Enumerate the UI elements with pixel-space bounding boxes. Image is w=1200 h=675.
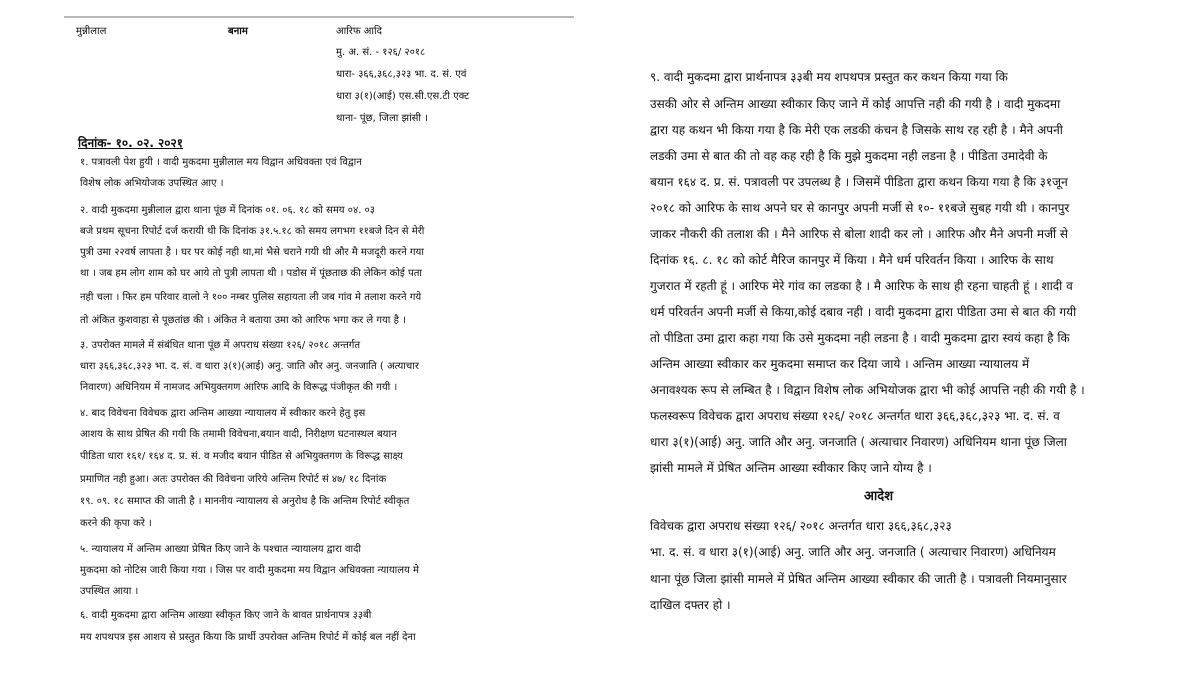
order-line: विवेचक द्वारा अपराध संख्या १२६/ २०१८ अन्तर्गत धारा ३६६,३६८,३२३ <box>650 519 952 533</box>
left-line: पुत्री उमा २२वर्ष लापता है । घर पर कोई नही था,मां भैसे चराने गयी थी और मै मजदूरी करने गया <box>80 247 424 258</box>
left-line: १९. ०९. १८ समाप्त की जाती है । माननीय न्यायालय से अनुरोध है कि अन्तिम रिपोर्ट स्वीकृत <box>80 496 410 507</box>
left-line: था । जब हम लोग शाम को घर आये तो पुत्री लापता थी । पडोस में पूंछताछ की लेकिन कोई पता <box>80 268 422 279</box>
right-line: झांसी मामले में प्रेषित अन्तिम आख्या स्वीकार किए जाने योग्य है । <box>650 461 932 475</box>
left-line: आशय के साथ प्रेषित की गयी कि तमामी विवेचना,बयान वादी, निरीक्षण घटनास्थल बयान <box>80 429 397 440</box>
left-line: मय शपथपत्र इस आशय से प्रस्तुत किया कि प्रार्थी उपरोक्त अन्तिम रिपोर्ट में कोई बल नहीं देना <box>80 632 416 643</box>
left-line: १. पत्रावली पेश हुयी । वादी मुकदमा मुन्नीलाल मय विद्वान अधिवक्ता एवं विद्वान <box>80 157 362 168</box>
case-number: मु. अ. सं. - १२६/ २०१८ <box>336 47 426 58</box>
order-heading: आदेश <box>864 489 894 504</box>
left-line: बजे प्रथम सूचना रिपोर्ट दर्ज करायी थी कि दिनांक ३१.५.१८ को समय लगभग ११बजे दिन से मेरी <box>80 226 425 237</box>
right-line: अन्तिम आख्या स्वीकार कर मुकदमा समाप्त कर दिया जाये । अन्तिम आख्या न्यायालय में <box>650 357 1030 371</box>
page-top-rule <box>64 16 574 18</box>
left-line: करने की कृपा करे । <box>80 518 152 529</box>
order-line: दाखिल दफ्तर हो । <box>650 598 731 612</box>
right-line: ९. वादी मुकदमा द्वारा प्रार्थनापत्र ३३बी मय शपथपत्र प्रस्तुत कर कथन किया गया कि <box>650 70 1008 84</box>
left-line: निवारण) अधिनियम में नामजद अभियुक्तगण आरिफ आदि के विरूद्ध पंजीकृत की गयी । <box>80 382 398 393</box>
left-line: ३. उपरोक्त मामले में संबंधित थाना पूंछ में अपराध संख्या १२६/ २०१८ अन्तर्गत <box>80 340 361 351</box>
order-date: दिनांक- १०. ०२. २०२१ <box>78 136 184 150</box>
right-line: धर्म परिवर्तन अपनी मर्जी से किया,कोई दबाव नही । वादी मुकदमा द्वारा पीडिता उमा से बात की गयी <box>650 305 1077 319</box>
right-line: गुजरात में रहती हूं । आरिफ मेरे गांव का लडका है । मै आरिफ के साथ ही रहना चाहती हूं । शादी व <box>650 279 1073 293</box>
right-line: लडकी उमा से बात की तो वह कह रही है कि मुझे मुकदमा नही लडना है । पीडिता उमादेवी के <box>650 149 1048 163</box>
right-line: अनावश्यक रूप से लम्बित है । विद्वान विशेष लोक अभियोजक द्वारा भी कोई आपत्ति नही की गयी है । <box>650 383 1085 397</box>
versus-label: बनाम <box>228 26 248 37</box>
left-line: उपस्थित आया । <box>80 586 139 597</box>
left-line: पीडिता धारा १६१/ १६४ द. प्र. सं. व मजीद बयान पीडित से अभियुक्तगण के विरूद्ध साक्ष्य <box>80 451 403 462</box>
left-line: नही चला । फिर हम परिवार वालो ने १०० नम्बर पुलिस सहायता ली जब गांव मे तलाश करने गये <box>80 292 422 303</box>
left-line: प्रमाणित नही हुआ। अतः उपरोक्त की विवेचना जरिये अन्तिम रिपोर्ट सं ४७/ १८ दिनांक <box>80 474 387 485</box>
left-line: ४. बाद विवेचना विवेचक द्वारा अन्तिम आख्या न्यायालय में स्वीकार करने हेतु इस <box>80 408 366 419</box>
right-line: फलस्वरूप विवेचक द्वारा अपराध संख्या १२६/ २०१८ अन्तर्गत धारा ३६६,३६८,३२३ भा. द. सं. व <box>650 409 1060 423</box>
left-line: धारा ३६६,३६८,३२३ भा. द. सं. व धारा ३(१)(आई) अनु. जाति और अनु. जनजाति ( अत्याचार <box>80 361 419 372</box>
right-line: धारा ३(१)(आई) अनु. जाति और अनु. जनजाति ( अत्याचार निवारण) अधिनियम थाना पूंछ जिला <box>650 435 1067 449</box>
left-line: ६. वादी मुकदमा द्वारा अन्तिम आख्या स्वीकृत किए जाने के बावत प्रार्थनापत्र ३३बी <box>80 610 372 621</box>
petitioner-name: मुन्नीलाल <box>76 26 107 37</box>
order-line: भा. द. सं. व धारा ३(१)(आई) अनु. जाति और अनु. जनजाति ( अत्याचार निवारण) अधिनियम <box>650 545 1056 559</box>
right-line: उसकी ओर से अन्तिम आख्या स्वीकार किए जाने में कोई आपत्ति नही की गयी है । वादी मुकदमा <box>650 97 1061 111</box>
left-line: ५. न्यायालय में अन्तिम आख्या प्रेषित किए जाने के पश्चात न्यायालय द्वारा वादी <box>80 544 362 555</box>
right-line: तो पीडिता उमा द्वारा कहा गया कि उसे मुकदमा नही लडना है । वादी मुकदमा द्वारा स्वयं कहा है कि <box>650 331 1070 345</box>
left-line: मुकदमा को नोटिस जारी किया गया । जिस पर वादी मुकदमा मय विद्वान अधिवक्ता न्यायालय मे <box>80 565 420 576</box>
left-line: विशेष लोक अभियोजक उपस्थित आए । <box>80 178 224 189</box>
order-line: थाना पूंछ जिला झांसी मामले में प्रेषित अन्तिम आख्या स्वीकार की जाती है । पत्रावली नियमानुसार <box>650 572 1067 586</box>
right-line: द्वारा यह कथन भी किया गया है कि मेरी एक लडकी कंचन है जिसके साथ रह रही है । मैने अपनी <box>650 123 1063 137</box>
police-station: थाना- पूंछ, जिला झांसी । <box>336 113 428 124</box>
respondent-name: आरिफ आदि <box>336 26 382 37</box>
left-line: २. वादी मुकदमा मुन्नीलाल द्वारा थाना पूंछ में दिनांक ०१. ०६. १८ को समय ०४. ०३ <box>80 205 375 216</box>
sections-line-1: धारा- ३६६,३६८,३२३ भा. द. सं. एवं <box>336 69 467 80</box>
right-line: २०१८ को आरिफ के साथ अपने घर से कानपुर अपनी मर्जी से १०- ११बजे सुबह गयी थी । कानपुर <box>650 201 1070 215</box>
sections-line-2: धारा ३(१)(आई) एस.सी.एस.टी एक्ट <box>336 91 470 102</box>
left-line: तो अंकित कुशवाहा से पूछतांछ की । अंकित ने बताया उमा को आरिफ भगा कर ले गया है । <box>80 315 406 326</box>
right-line: बयान १६४ द. प्र. सं. पत्रावली पर उपलब्ध है । जिसमें पीडिता द्वारा कथन किया गया है कि ३१जून <box>650 175 1068 189</box>
right-line: दिनांक १६. ८. १८ को कोर्ट मैरिज कानपुर में किया । मैने धर्म परिवर्तन किया । आरिफ के साथ <box>650 253 1054 267</box>
right-line: जाकर नौकरी की तलाश की । मैने आरिफ से बोला शादी कर लो । आरिफ और मैने अपनी मर्जी से <box>650 227 1069 241</box>
